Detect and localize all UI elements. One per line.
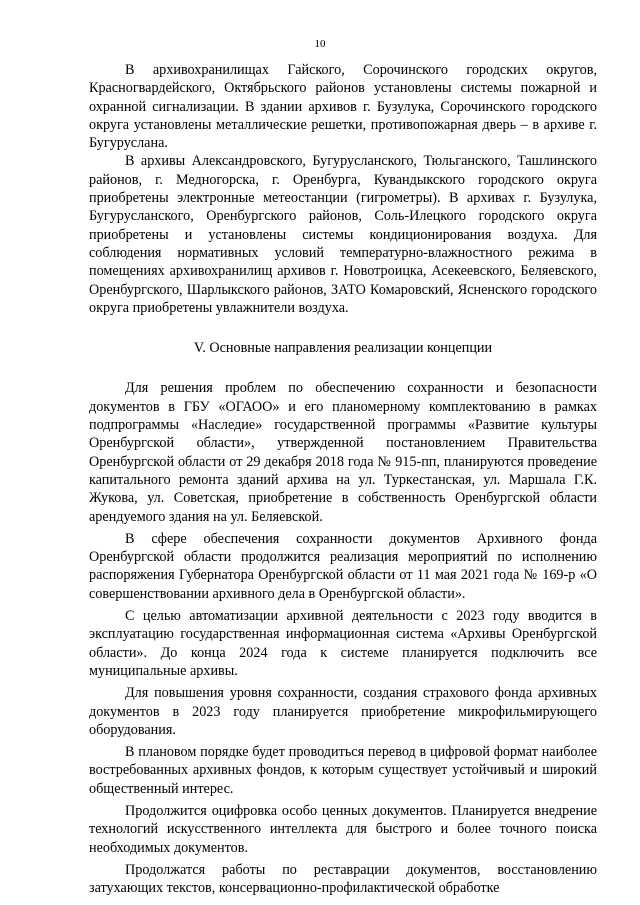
page-number: 10	[314, 38, 326, 50]
paragraph-heritage-program: Для решения проблем по обеспечению сохранности и безопасности документов в ГБУ «ОГАОО» и его планомерному комплектованию в рамках подпрограммы «Наследие» государственной программы «Развитие культуры Оренбургской области», утвержденной постановлением Правительства Оренбургской области от 29 декабря 2018 года № 915-пп, планируются проведение капитального ремонта зданий архива на ул. Туркестанская, ул. Маршала Г.К. Жукова, ул. Советская, приобретение в собственность Оренбургской области арендуемого здания на ул. Беляевской.	[89, 380, 597, 525]
paragraph-climate-equipment: В архивы Александровского, Бугурусланского, Тюльганского, Ташлинского районов, г. Медногорска, г. Оренбурга, Кувандыкского городского округа приобретены электронные метеостанции (гигрометры). В архивах г. Бузулука, Бугурусланского, Оренбургского районов, Соль-Илецкого городского округа приобретены и установлены системы кондиционирования воздуха. Для соблюдения нормативных условий температурно-влажностного режима в помещениях архивохранилищ архивов г. Новотроицка, Асекеевского, Беляевского, Оренбургского, Шарлыкского районов, ЗАТО Комаровский, Ясненского городского округа приобретены увлажнители воздуха.	[89, 153, 597, 316]
paragraph-information-system: С целью автоматизации архивной деятельности с 2023 году вводится в эксплуатацию государственная информационная система «Архивы Оренбургской области». До конца 2024 года к системе планируется подключить все муниципальные архивы.	[89, 608, 597, 679]
section-heading: V. Основные направления реализации концепции	[193, 340, 493, 357]
paragraph-insurance-fund: Для повышения уровня сохранности, создания страхового фонда архивных документов в 2023 году планируется приобретение микрофильмирующего оборудования.	[89, 685, 597, 738]
paragraph-archival-fund-safety: В сфере обеспечения сохранности документов Архивного фонда Оренбургской области продолжится реализация мероприятий по исполнению распоряжения Губернатора Оренбургской области от 11 мая 2021 года № 169-р «О совершенствовании архивного дела в Оренбургской области».	[89, 530, 597, 602]
paragraph-restoration: Продолжатся работы по реставрации документов, восстановлению затухающих текстов, консервационно-профилактической обработке	[89, 861, 597, 897]
paragraph-digitization-valuable: Продолжится оцифровка особо ценных документов. Планируется внедрение технологий искусственного интеллекта для быстрого и более точного поиска необходимых документов.	[89, 802, 597, 856]
document-body	[89, 61, 597, 897]
paragraph-digitization-plan: В плановом порядке будет проводиться перевод в цифровой формат наиболее востребованных архивных фондов, к которым существует устойчивый и широкий общественный интерес.	[89, 744, 597, 797]
paragraph-security-systems: В архивохранилищах Гайского, Сорочинского городских округов, Красногвардейского, Октябрьского районов установлены системы пожарной и охранной сигнализации. В здании архивов г. Бузулука, Сорочинского городского округа установлены металлические решетки, противопожарная дверь – в архиве г. Бугуруслана.	[89, 62, 597, 152]
